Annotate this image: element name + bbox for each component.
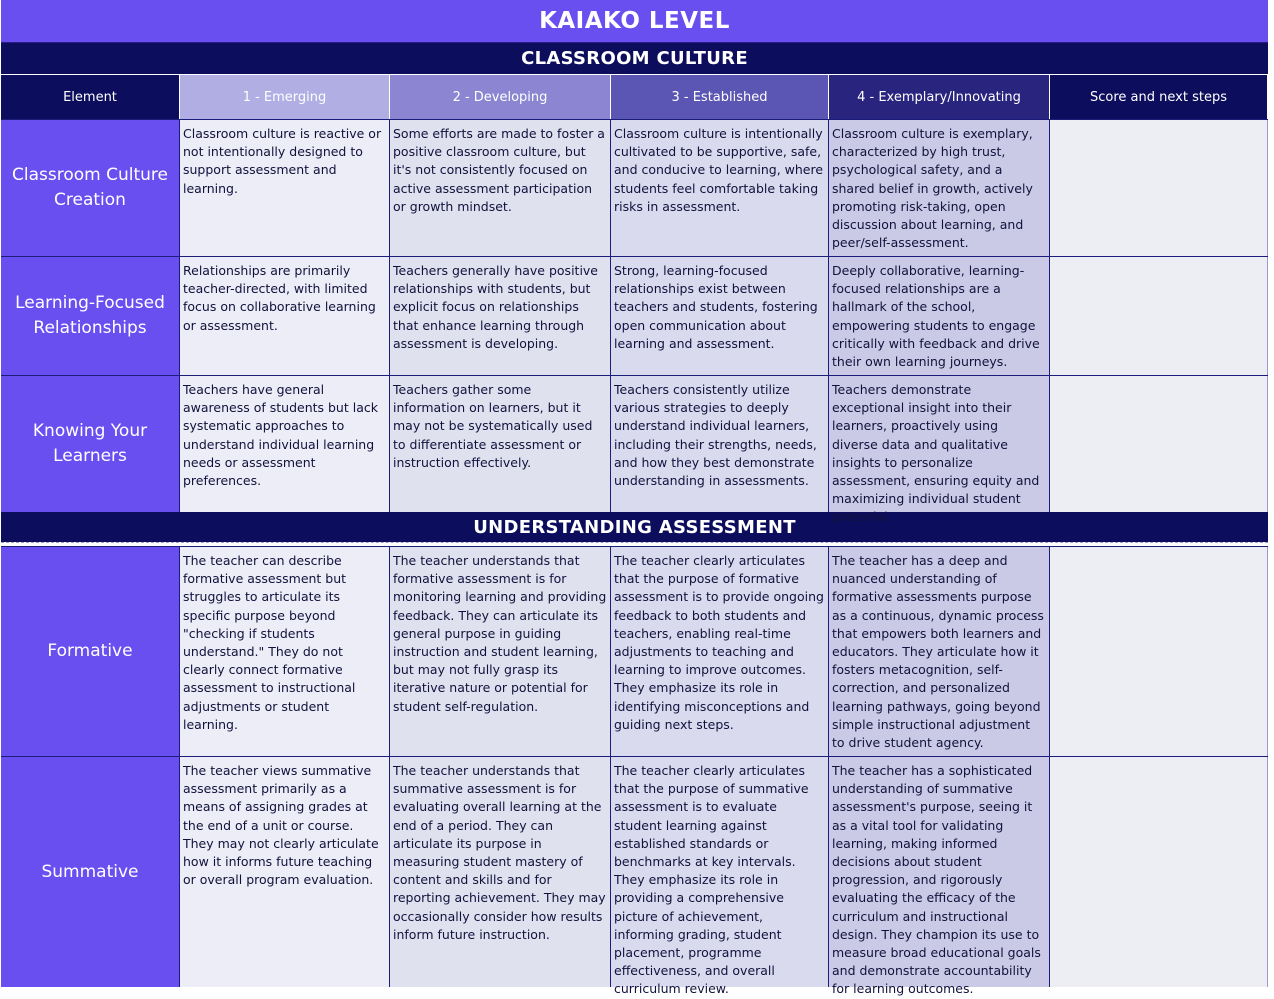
column-header-exemplary: 4 - Exemplary/Innovating xyxy=(829,75,1050,119)
cell-developing[interactable]: Some efforts are made to foster a positive classroom culture, but it's not consistently focused on active assessment participation or growth mindset. xyxy=(390,120,611,256)
table-row xyxy=(1,375,1268,525)
row-label: Classroom Culture Creation xyxy=(1,120,180,256)
table-row xyxy=(1,546,1268,756)
column-header-emerging: 1 - Emerging xyxy=(180,75,390,119)
row-label: Learning-Focused Relationships xyxy=(1,257,180,375)
cell-score[interactable] xyxy=(1050,120,1268,256)
cell-exemplary[interactable]: The teacher has a sophisticated understanding of summative assessment's purpose, seeing it as a vital tool for validating learning, making informed decisions about student progression, and rigorously evaluating the efficacy of the curriculum and instructional design. They champion its use to measure broad educational goals and demonstrate accountability for learning outcomes. xyxy=(829,757,1050,987)
cell-exemplary[interactable]: Deeply collaborative, learning-focused relationships are a hallmark of the school, empowering students to engage critically with feedback and drive their own learning journeys. xyxy=(829,257,1050,375)
cell-exemplary[interactable]: The teacher has a deep and nuanced understanding of formative assessments purpose as a continuous, dynamic process that empowers both learners and educators. They articulate how it fosters metacognition, self-correction, and personalized learning pathways, going beyond simple instructional adjustment to drive student agency. xyxy=(829,547,1050,756)
cell-emerging[interactable]: The teacher can describe formative assessment but struggles to articulate its specific purpose beyond "checking if students understand." They do not clearly connect formative assessment to instructional adjustments or student learning. xyxy=(180,547,390,756)
cell-developing[interactable]: Teachers generally have positive relationships with students, but explicit focus on relationships that enhance learning through assessment is developing. xyxy=(390,257,611,375)
cell-exemplary[interactable]: Teachers demonstrate exceptional insight into their learners, proactively using diverse data and qualitative insights to personalize assessment, ensuring equity and maximizing individual student potential. xyxy=(829,376,1050,512)
cell-score[interactable] xyxy=(1050,547,1268,756)
rubric-table xyxy=(1,0,1268,997)
cell-score[interactable] xyxy=(1050,376,1268,512)
cell-emerging[interactable]: Relationships are primarily teacher-directed, with limited focus on collaborative learning or assessment. xyxy=(180,257,390,375)
cell-established[interactable]: Teachers consistently utilize various strategies to deeply understand individual learners, including their strengths, needs, and how they best demonstrate understanding in assessments. xyxy=(611,376,829,512)
column-header-developing: 2 - Developing xyxy=(390,75,611,119)
cell-developing[interactable]: The teacher understands that summative assessment is for evaluating overall learning at the end of a period. They can articulate its purpose in measuring student mastery of content and skills and for reporting achievement. They may occasionally consider how results inform future instruction. xyxy=(390,757,611,987)
cell-established[interactable]: Classroom culture is intentionally cultivated to be supportive, safe, and conducive to learning, where students feel comfortable taking risks in assessment. xyxy=(611,120,829,256)
table-row xyxy=(1,119,1268,256)
row-label: Knowing Your Learners xyxy=(1,376,180,512)
column-header-row xyxy=(1,74,1268,119)
cell-emerging[interactable]: The teacher views summative assessment primarily as a means of assigning grades at the end of a unit or course. They may not clearly articulate how it informs future teaching or overall program evaluation. xyxy=(180,757,390,987)
cell-score[interactable] xyxy=(1050,757,1268,987)
cell-emerging[interactable]: Teachers have general awareness of students but lack systematic approaches to understand individual learning needs or assessment preferences. xyxy=(180,376,390,512)
page-title: KAIAKO LEVEL xyxy=(1,0,1268,43)
table-row xyxy=(1,756,1268,997)
row-label: Formative xyxy=(1,547,180,756)
column-header-score: Score and next steps xyxy=(1050,75,1268,119)
section-header-classroom-culture: CLASSROOM CULTURE xyxy=(1,43,1268,74)
table-row xyxy=(1,256,1268,375)
cell-developing[interactable]: The teacher understands that formative assessment is for monitoring learning and providing feedback. They can articulate its general purpose in guiding instruction and student learning, but may not fully grasp its iterative nature or potential for student self-regulation. xyxy=(390,547,611,756)
cell-score[interactable] xyxy=(1050,257,1268,375)
cell-developing[interactable]: Teachers gather some information on learners, but it may not be systematically used to differentiate assessment or instruction effectively. xyxy=(390,376,611,512)
cell-emerging[interactable]: Classroom culture is reactive or not intentionally designed to support assessment and learning. xyxy=(180,120,390,256)
cell-established[interactable]: The teacher clearly articulates that the purpose of summative assessment is to evaluate student learning against established standards or benchmarks at key intervals. They emphasize its role in providing a comprehensive picture of achievement, informing grading, student placement, programme effectiveness, and overall curriculum review. xyxy=(611,757,829,987)
row-label: Summative xyxy=(1,757,180,987)
cell-established[interactable]: Strong, learning-focused relationships exist between teachers and students, fostering open communication about learning and assessment. xyxy=(611,257,829,375)
section-header-understanding-assessment: UNDERSTANDING ASSESSMENT xyxy=(1,512,1268,542)
column-header-element: Element xyxy=(1,75,180,119)
cell-exemplary[interactable]: Classroom culture is exemplary, characterized by high trust, psychological safety, and a shared belief in growth, actively promoting risk-taking, open discussion about learning, and peer/self-assessment. xyxy=(829,120,1050,256)
column-header-established: 3 - Established xyxy=(611,75,829,119)
cell-established[interactable]: The teacher clearly articulates that the purpose of formative assessment is to provide ongoing feedback to both students and teachers, enabling real-time adjustments to teaching and learning to improve outcomes. They emphasize its role in identifying misconceptions and guiding next steps. xyxy=(611,547,829,756)
